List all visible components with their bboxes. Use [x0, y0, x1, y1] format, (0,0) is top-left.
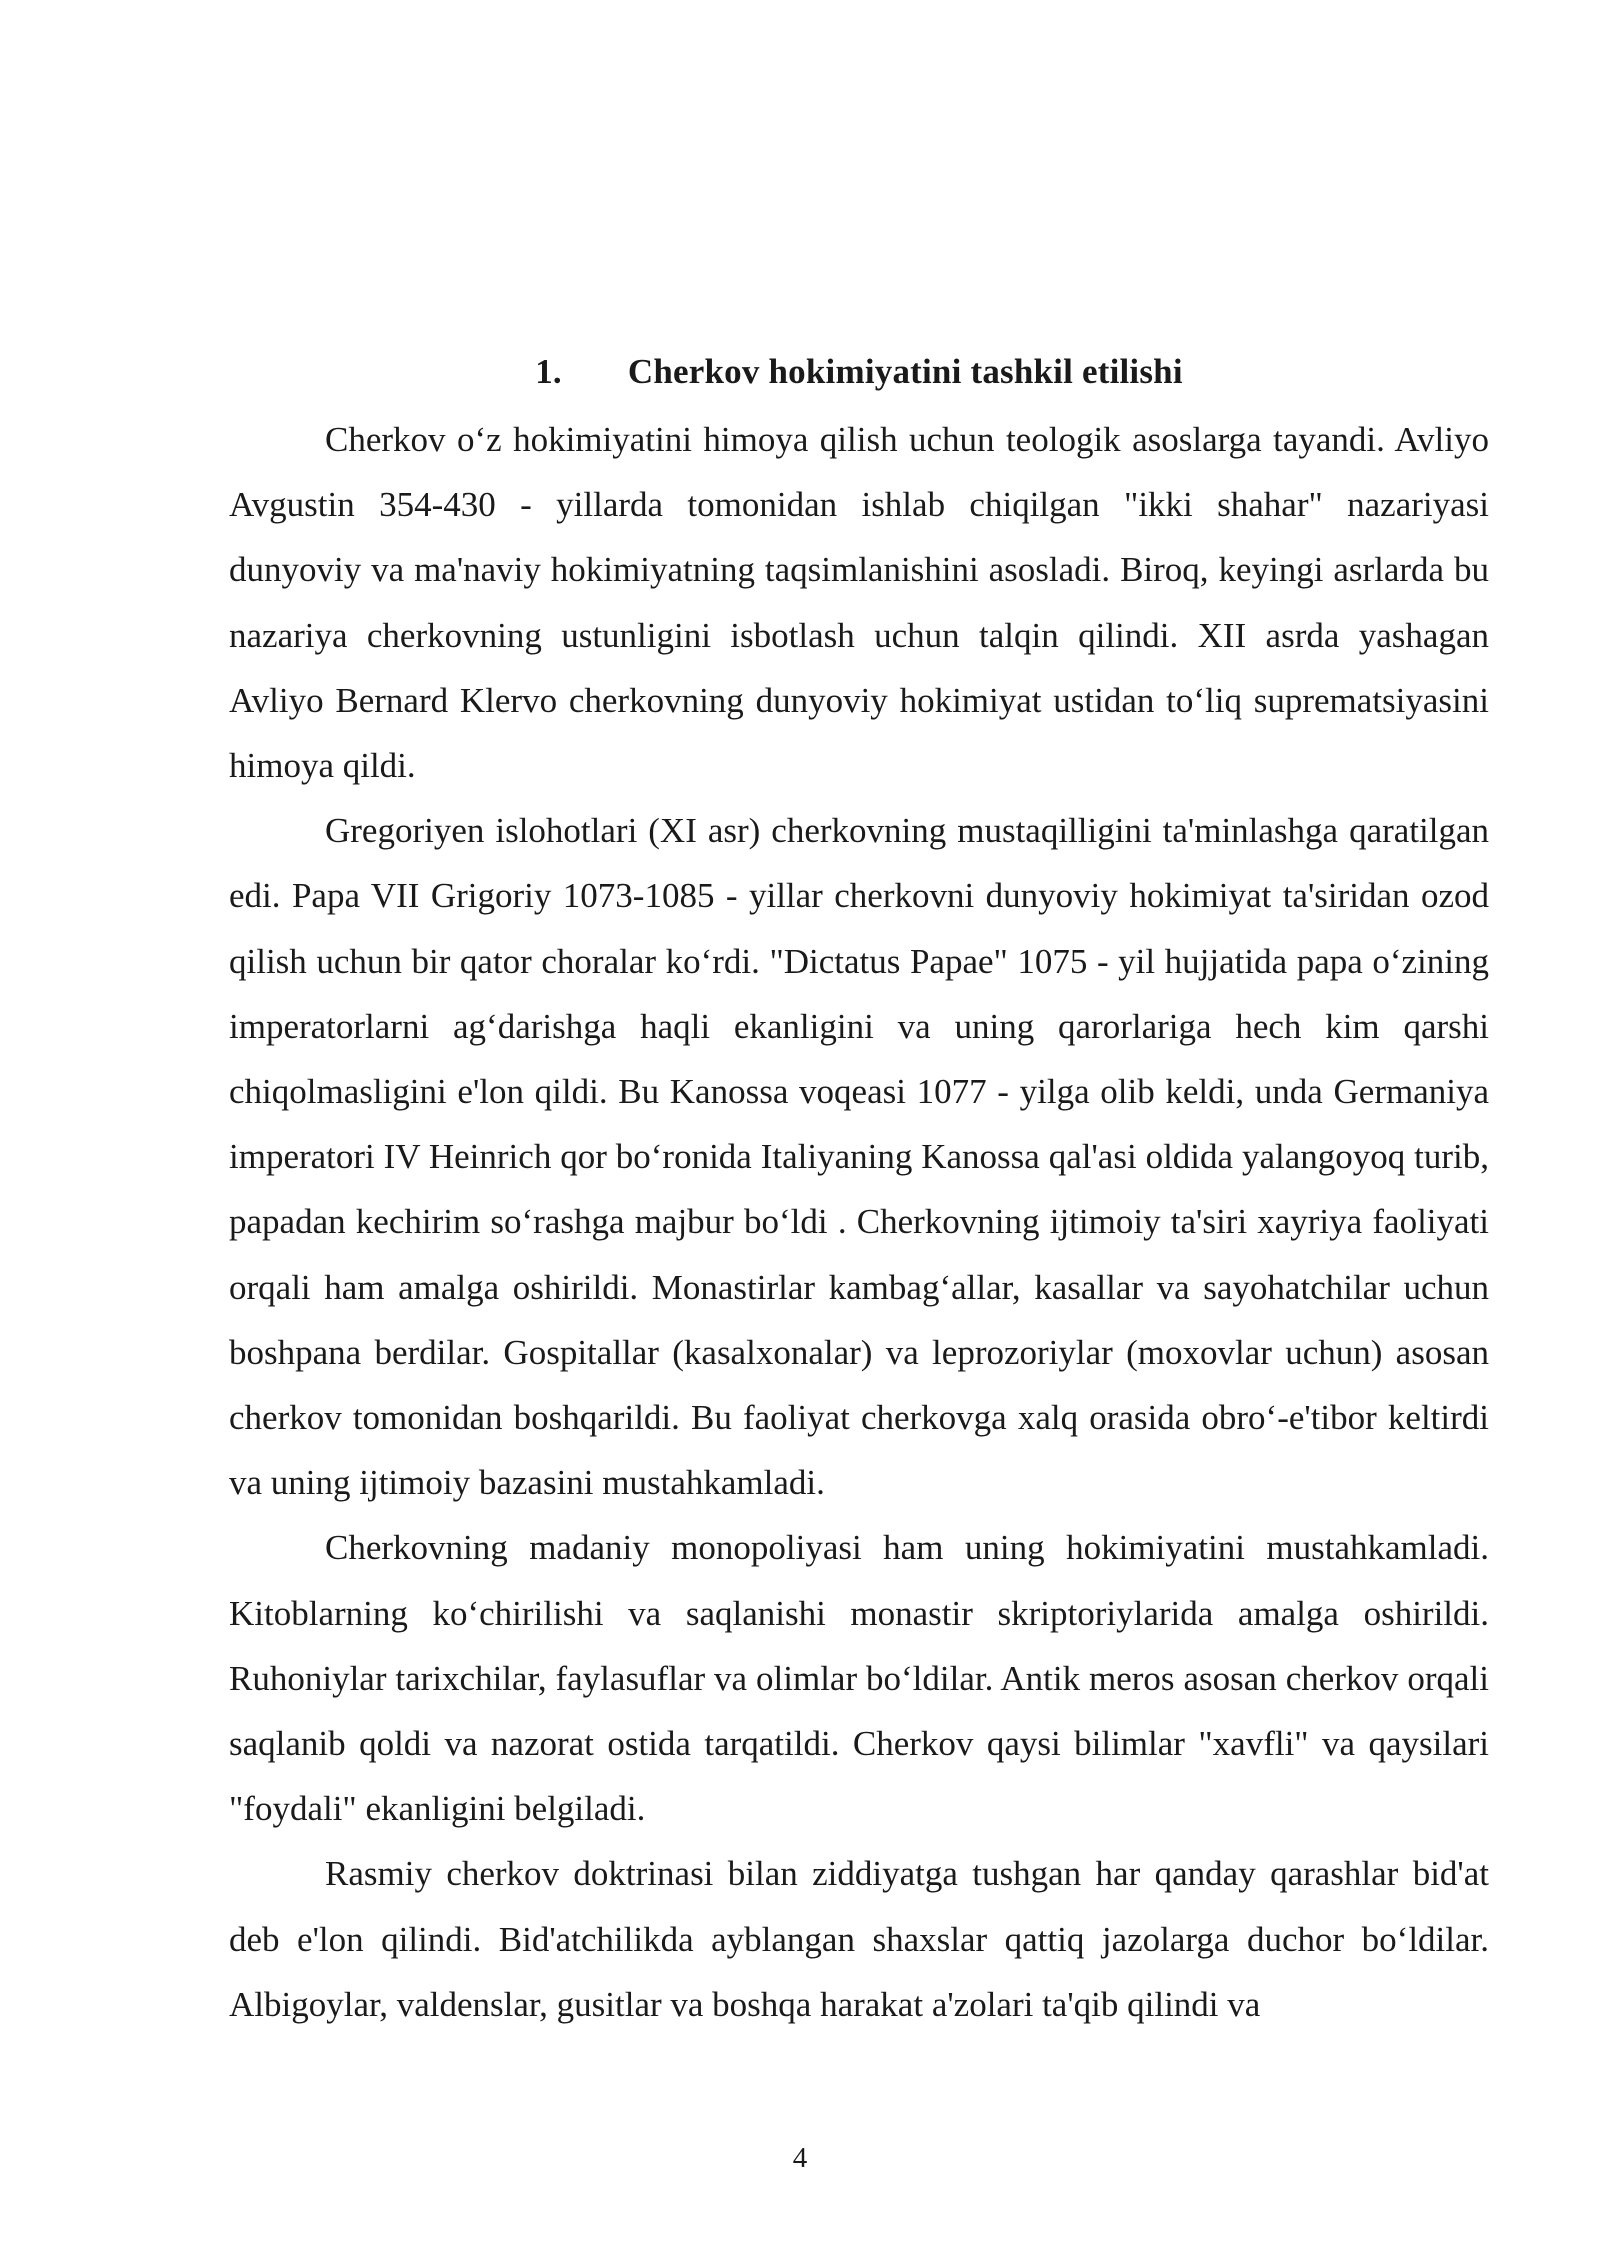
section-number: 1. — [535, 352, 562, 391]
paragraph-4: Rasmiy cherkov doktrinasi bilan ziddiyatga tushgan har qanday qarashlar bid'at deb e'lon qilindi. Bid'atchilikda ayblangan shaxslar qattiq jazolarga duchor bo‘ldilar. Albigoylar, valdenslar, gusitlar va boshqa harakat a'zolari ta'qib qilindi va — [229, 1854, 1489, 2024]
section-heading — [229, 345, 1489, 399]
document-page — [229, 345, 1489, 2037]
paragraph-3: Cherkovning madaniy monopoliyasi ham uning hokimiyatini mustahkamladi. Kitoblarning ko‘chirilishi va saqlanishi monastir skriptoriylarida amalga oshirildi. Ruhoniylar tarixchilar, faylasuflar va olimlar bo‘ldilar. Antik meros asosan cherkov orqali saqlanib qoldi va nazorat ostida tarqatildi. Cherkov qaysi bilimlar "xavfli" va qaysilari "foydali" ekanligini belgiladi. — [229, 1528, 1489, 1829]
page-number: 4 — [792, 2142, 808, 2174]
section-title: Cherkov hokimiyatini tashkil etilishi — [627, 352, 1183, 391]
paragraph-2: Gregoriyen islohotlari (XI asr) cherkovning mustaqilligini ta'minlashga qaratilgan edi. Papa VII Grigoriy 1073-1085 - yillar cherkovni dunyoviy hokimiyat ta'siridan ozod qilish uchun bir qator choralar ko‘rdi. "Dictatus Papae" 1075 - yil hujjatida papa o‘zining imperatorlarni ag‘darishga haqli ekanligini va uning qarorlariga hech kim qarshi chiqolmasligini e'lon qildi. Bu Kanossa voqeasi 1077 - yilga olib keldi, unda Germaniya imperatori IV Heinrich qor bo‘ronida Italiyaning Kanossa qal'asi oldida yalangoyoq turib, papadan kechirim so‘rashga majbur bo‘ldi . Cherkovning ijtimoiy ta'siri xayriya faoliyati orqali ham amalga oshirildi. Monastirlar kambag‘allar, kasallar va sayohatchilar uchun boshpana berdilar. Gospitallar (kasalxonalar) va leprozoriylar (moxovlar uchun) asosan cherkov tomonidan boshqarildi. Bu faoliyat cherkovga xalq orasida obro‘-e'tibor keltirdi va uning ijtimoiy bazasini mustahkamladi. — [229, 811, 1489, 1503]
paragraph-1: Cherkov o‘z hokimiyatini himoya qilish uchun teologik asoslarga tayandi. Avliyo Avgustin 354-430 - yillarda tomonidan ishlab chiqilgan "ikki shahar" nazariyasi dunyoviy va ma'naviy hokimiyatning taqsimlanishini asosladi. Biroq, keyingi asrlarda bu nazariya cherkovning ustunligini isbotlash uchun talqin qilindi. XII asrda yashagan Avliyo Bernard Klervo cherkovning dunyoviy hokimiyat ustidan to‘liq suprematsiyasini himoya qildi. — [229, 420, 1489, 786]
